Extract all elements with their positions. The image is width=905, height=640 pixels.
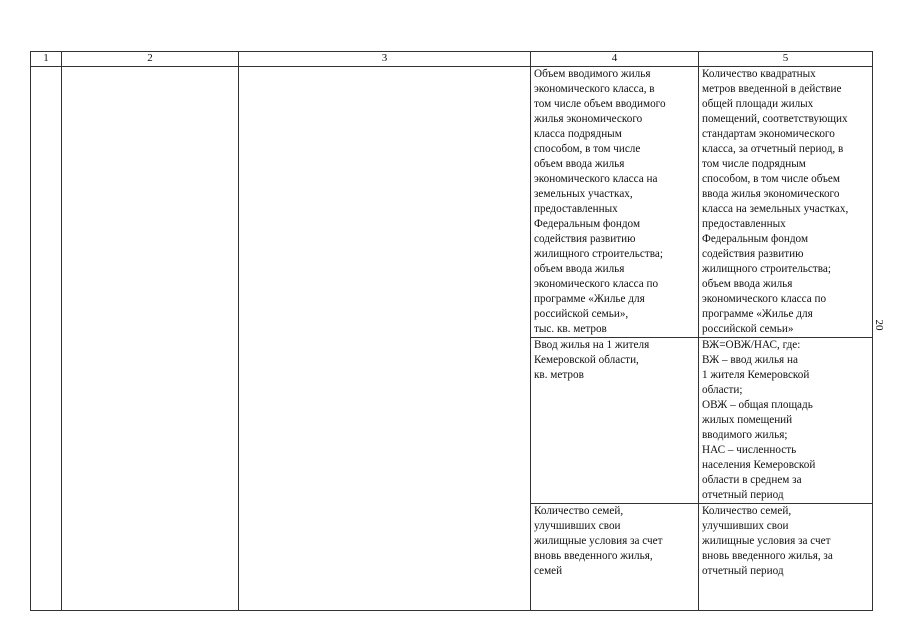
cell-col-2 [62, 67, 239, 611]
indicator-method-cell [699, 504, 873, 611]
indicator-method: Количество квадратных метров введенной в действие общей площади жилых помещений, соответствующих стандартам экономического класса, за отчетный период, в том числе подрядным способом, в том числе объем ввода жилья экономического класса на земельных участках, предоставленных Федеральным фондом содействия развитию жилищного строительства; объем ввода жилья экономического класса по программе «Жилье для российской семьи» [702, 68, 849, 335]
indicator-method: Количество семей, улучшивших свои жилищные условия за счет вновь введенного жилья, за отчетный период [702, 505, 833, 577]
indicator-method: ВЖ=ОВЖ/НАС, где: ВЖ – ввод жилья на 1 жителя Кемеровской области; ОВЖ – общая площадь жилых помещений вводимого жилья; НАС – численность населения Кемеровской области в среднем за отчетный период [702, 339, 816, 501]
indicator-name: Количество семей, улучшивших свои жилищные условия за счет вновь введенного жилья, семей [534, 505, 663, 577]
header-col-4: 4 [531, 52, 699, 67]
cell-col-3 [239, 67, 531, 611]
indicator-method-cell [699, 338, 873, 504]
indicator-name: Ввод жилья на 1 жителя Кемеровской области, кв. метров [534, 339, 650, 381]
indicator-name: Объем вводимого жилья экономического класса, в том числе объем вводимого жилья экономического класса подрядным способом, в том числе объем ввода жилья экономического класса на земельных участках, предоставленных Федеральным фондом содействия развитию жилищного строительства; объем ввода жилья экономического класса по программе «Жилье для российской семьи», тыс. кв. метров [534, 68, 666, 335]
indicator-method-cell [699, 67, 873, 338]
header-col-5: 5 [699, 52, 873, 67]
cell-col-1 [31, 67, 62, 611]
page-number: 20 [873, 319, 885, 331]
header-row [31, 52, 873, 67]
indicator-name-cell [531, 504, 699, 611]
indicator-name-cell [531, 67, 699, 338]
header-col-2: 2 [62, 52, 239, 67]
table-row [31, 67, 873, 338]
indicator-name-cell [531, 338, 699, 504]
header-col-3: 3 [239, 52, 531, 67]
indicator-table [30, 51, 873, 611]
header-col-1: 1 [31, 52, 62, 67]
